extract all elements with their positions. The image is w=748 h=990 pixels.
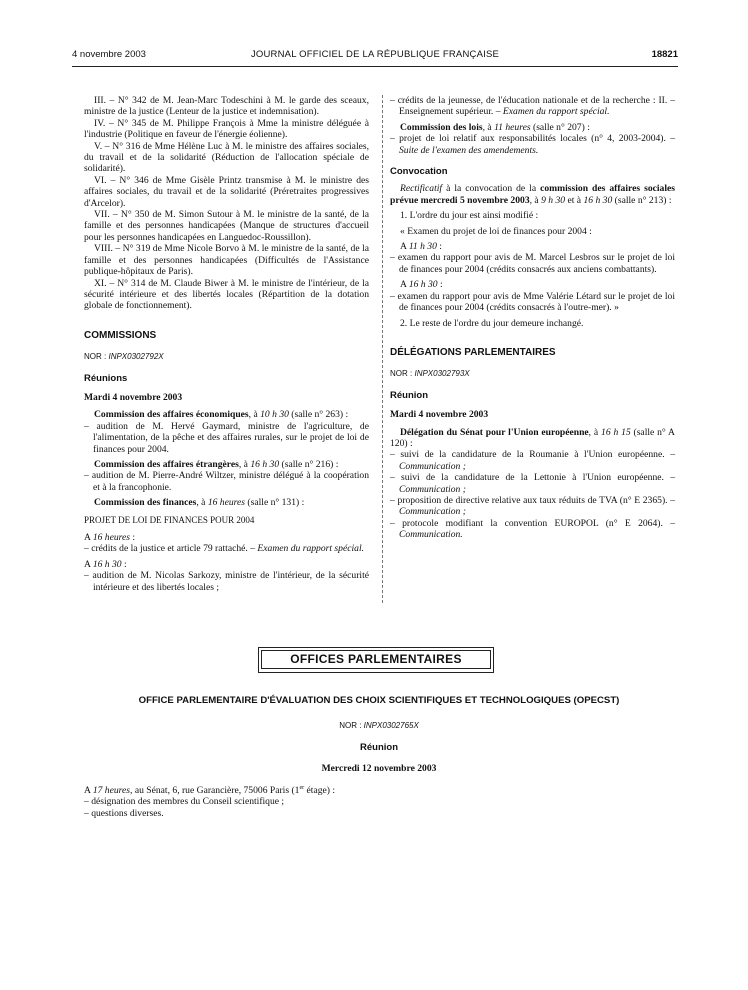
commission-heading: Commission des affaires économiques, à 10 h 30 (salle n° 263) : [94, 409, 349, 421]
agenda-item: – questions diverses. [84, 807, 164, 819]
right-column [390, 95, 675, 541]
nor-reference: NOR : INPX0302793X [390, 369, 470, 379]
question-item: V. – N° 316 de Mme Hélène Luc à M. le ministre des affaires sociales, du travail et de la solidarité (Réduction de l'allocation spéciale de solidarité). [84, 140, 369, 175]
convocation-paragraph: 1. L'ordre du jour est ainsi modifié : [400, 210, 539, 222]
commission-heading: Commission des lois, à 11 heures (salle n° 207) : [400, 121, 590, 133]
question-item: VII. – N° 350 de M. Simon Sutour à M. le ministre de la santé, de la famille et des personnes handicapées (Manque de structures d'accueil pour les personnes handicapées en Languedoc-Roussillon). [84, 209, 369, 243]
agenda-item: – crédits de la justice et article 79 rattaché. – Examen du rapport spécial. [84, 543, 365, 555]
agenda-item: – audition de M. Hervé Gaymard, ministre de l'agriculture, de l'alimentation, de la pêche et des affaires rurales, sur le projet de loi de finances pour 2004. [84, 420, 369, 455]
subsection-title: Réunions [84, 372, 128, 384]
agenda-item: – examen du rapport pour avis de M. Marcel Lesbros sur le projet de loi de finances pour 2004 (crédits consacrés aux anciens combattants). [390, 252, 675, 275]
convocation-paragraph: 2. Le reste de l'ordre du jour demeure inchangé. [400, 317, 584, 329]
agenda-item: – suivi de la candidature de la Lettonie à l'Union européenne. – Communication ; [390, 472, 675, 495]
offices-banner-title: OFFICES PARLEMENTAIRES [261, 650, 491, 669]
convocation-paragraph: « Examen du projet de loi de finances pour 2004 : [400, 225, 592, 237]
question-item: XI. – N° 314 de M. Claude Biwer à M. le ministre de l'intérieur, de la sécurité intérieure et des libertés locales (Répartition de la dotation globale de fonctionnement). [84, 277, 369, 312]
offices-section [84, 695, 674, 819]
commission-heading: Commission des finances, à 16 heures (salle n° 131) : [94, 497, 305, 509]
agenda-item: – suivi de la candidature de la Roumanie à l'Union européenne. – Communication ; [390, 449, 675, 472]
header-date: 4 novembre 2003 [72, 49, 146, 60]
time-slot: A 16 h 30 : [84, 558, 127, 570]
time-slot: A 16 h 30 : [400, 279, 443, 291]
agenda-item: – audition de M. Nicolas Sarkozy, ministre de l'intérieur, de la sécurité intérieure et des libertés locales ; [84, 570, 369, 593]
agenda-item: – désignation des membres du Conseil scientifique ; [84, 796, 285, 808]
section-title-commissions: COMMISSIONS [84, 329, 157, 341]
rectificatif-text: Rectificatif à la convocation de la commission des affaires sociales prévue mercredi 5 novembre 2003, à 9 h 30 et à 16 h 30 (salle n° 213) : [390, 183, 675, 206]
meeting-date: Mardi 4 novembre 2003 [84, 391, 183, 403]
section-title-delegations: DÉLÉGATIONS PARLEMENTAIRES [390, 346, 556, 358]
plf-heading: PROJET DE LOI DE FINANCES POUR 2004 [84, 514, 255, 525]
time-slot: A 11 h 30 : [400, 241, 442, 253]
offices-banner [258, 647, 494, 673]
subsection-title: Réunion [390, 389, 428, 401]
agenda-item: – protocole modifiant la convention EUROPOL (n° E 2064). – Communication. [390, 517, 675, 541]
delegation-heading: Délégation du Sénat pour l'Union européenne, à 16 h 15 (salle n° A 120) : [390, 426, 675, 449]
column-divider [382, 95, 383, 603]
header-title: JOURNAL OFFICIEL DE LA RÉPUBLIQUE FRANÇAISE [250, 49, 500, 60]
office-title: OFFICE PARLEMENTAIRE D'ÉVALUATION DES CHOIX SCIENTIFIQUES ET TECHNOLOGIQUES (OPECST) [138, 695, 620, 706]
question-item: VIII. – N° 319 de Mme Nicole Borvo à M. le ministre de la santé, de la famille et des personnes handicapées (Difficultés de l'Assistance publique-hôpitaux de Paris). [84, 243, 369, 278]
convocation-title: Convocation [390, 166, 448, 178]
agenda-item: – crédits de la jeunesse, de l'éducation nationale et de la recherche : II. – Enseignement supérieur. – Examen du rapport spécial. [390, 95, 675, 118]
commission-heading: Commission des affaires étrangères, à 16 h 30 (salle n° 216) : [94, 458, 339, 470]
agenda-item: – audition de M. Pierre-André Wiltzer, ministre délégué à la coopération et à la francophonie. [84, 470, 369, 493]
meeting-date: Mercredi 12 novembre 2003 [321, 763, 437, 775]
nor-reference: NOR : INPX0302765X [339, 721, 419, 731]
question-item: IV. – N° 345 de M. Philippe François à Mme la ministre déléguée à l'industrie (Politique en faveur de l'énergie éolienne). [84, 117, 369, 141]
time-slot: A 16 heures : [84, 532, 136, 543]
meeting-location: A 17 heures, au Sénat, 6, rue Garancière, 75006 Paris (1er étage) : [84, 784, 336, 796]
question-item: VI. – N° 346 de Mme Gisèle Printz transmise à M. le ministre des affaires sociales, du travail et de la solidarité (Préretraites progressives d'Arcelor). [84, 174, 369, 209]
agenda-item: – projet de loi relatif aux responsabilités locales (n° 4, 2003-2004). – Suite de l'examen des amendements. [390, 133, 675, 156]
question-item: III. – N° 342 de M. Jean-Marc Todeschini à M. le garde des sceaux, ministre de la justice (Lenteur de la justice et indemnisation). [84, 95, 369, 118]
nor-reference: NOR : INPX0302792X [84, 352, 164, 362]
agenda-item: – examen du rapport pour avis de Mme Valérie Létard sur le projet de loi de finances pour 2004 (crédits consacrés à l'outre-mer). » [390, 290, 675, 314]
subsection-title: Réunion [360, 741, 398, 753]
header-page-number: 18821 [651, 49, 678, 60]
left-column [84, 95, 369, 593]
page-header [72, 46, 678, 67]
agenda-item: – proposition de directive relative aux taux réduits de TVA (n° E 2365). – Communication ; [390, 494, 675, 518]
meeting-date: Mardi 4 novembre 2003 [390, 409, 489, 421]
